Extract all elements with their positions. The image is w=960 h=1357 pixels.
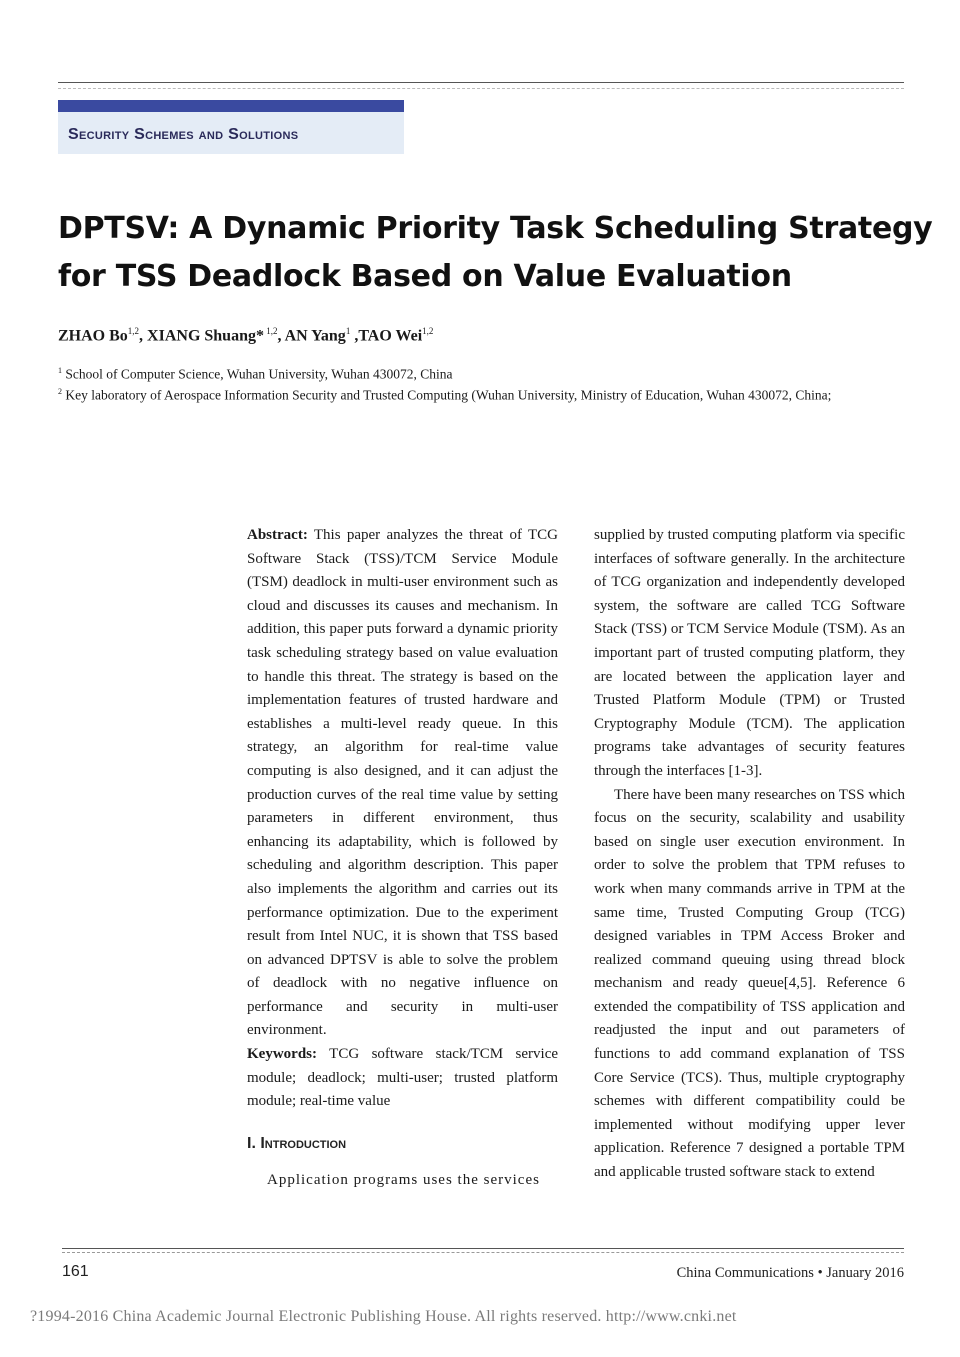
intro-paragraph-2: There have been many researches on TSS which focus on the security, scalability and usability based on single user execution environment. In order to solve the problem that TPM refuses to work when many commands arrive in TPM at the same time, Trusted Computing Group (TCG) designed variables in TPM Access Broker and realized command queuing using thread block mechanism and ready queue[4,5]. Reference 6 extended the compatibility of TSS application and readjusted the input and out parameters of functions to add command explanation of TSS Core Service (TCS). Thus, multiple cryptography schemes with different compatibility could be implemented without modifying upper lever application. Reference 7 designed a portable TPM and applicable trusted software stack to extend xyxy=(594,786,905,1181)
footer-rule xyxy=(62,1248,904,1249)
author-affil-marker: 1 xyxy=(345,326,351,336)
affiliation-text: Key laboratory of Aerospace Information Security and Trusted Computing (Wuhan University, Ministry of Education, Wuhan 430072, China; xyxy=(65,387,832,403)
footer-rule-secondary xyxy=(62,1252,904,1253)
abstract-label: Abstract: xyxy=(247,527,308,543)
affiliation-marker: 1 xyxy=(58,366,62,375)
author-name: AN Yang xyxy=(284,327,346,345)
page-number: 161 xyxy=(62,1263,89,1280)
author-affil-marker: 1,2 xyxy=(422,326,434,336)
title-line-2: for TSS Deadlock Based on Value Evaluation xyxy=(58,259,792,294)
author-affil-marker: 1,2 xyxy=(127,326,140,336)
affiliation-marker: 2 xyxy=(58,387,62,396)
intro-paragraph-1: supplied by trusted computing platform via specific interfaces of software generally. In the architecture of TCG organization and independently developed system, the software are called TCG Software Stack (TSS) or TCM Service Module (TSM). As an important part of trusted computing platform, they are located between the application layer and Trusted Platform Module (TPM) or Trusted Cryptography Module (TCM). The application programs take advantages of security features through the interfaces [1-3]. xyxy=(594,527,905,779)
keywords-label: Keywords: xyxy=(247,1046,317,1063)
section-band xyxy=(58,100,404,112)
author-list xyxy=(58,326,433,345)
header-rule xyxy=(58,82,904,83)
author-separator: , xyxy=(350,327,359,345)
intro-heading: I. Introduction xyxy=(247,1134,347,1152)
title-line-1: DPTSV: A Dynamic Priority Task Scheduling Strategy xyxy=(58,211,933,246)
author-affil-marker: 1,2 xyxy=(263,326,278,336)
author-name: ZHAO Bo xyxy=(58,327,128,345)
affiliation-text: School of Computer Science, Wuhan University, Wuhan 430072, China xyxy=(65,366,453,382)
section-label: Security Schemes and Solutions xyxy=(68,126,299,143)
abstract-text: This paper analyzes the threat of TCG Software Stack (TSS)/TCM Service Module (TSM) deadlock in multi-user environment such as cloud and discusses its causes and mechanism. In addition, this paper puts forward a dynamic priority task scheduling strategy based on value evaluation to handle this threat. The strategy is based on the implementation features of trusted hardware and establishes a multi-level ready queue. In this strategy, an algorithm for real-time value computing is also designed, and it can adjust the production curves of the real time value by setting parameters in different environment, thus enhancing its adaptability, which is followed by scheduling and algorithm description. This paper also implements the algorithm and carries out its performance optimization. Due to the experiment result from Intel NUC, it is shown that TSS based on advanced DPTSV is able to solve the problem of deadlock with no negative influence on performance and security in multi-user environment. xyxy=(247,527,559,1039)
intro-paragraph-start: Application programs uses the services xyxy=(267,1172,540,1189)
paper-title xyxy=(58,205,933,301)
affiliation-2 xyxy=(58,381,906,407)
abstract xyxy=(247,524,558,1043)
right-column xyxy=(594,524,905,1185)
journal-info: China Communications • January 2016 xyxy=(676,1265,904,1281)
keywords-text: TCG software stack/TCM service module; deadlock; multi-user; trusted platform module; real-time value xyxy=(247,1046,559,1110)
copyright-notice: ?1994-2016 China Academic Journal Electronic Publishing House. All rights reserved. http://www.cnki.net xyxy=(30,1308,737,1325)
author-separator: , xyxy=(139,327,148,345)
author-separator: , xyxy=(277,327,285,345)
left-column xyxy=(247,524,558,1193)
header-rule-secondary xyxy=(58,88,904,89)
keywords xyxy=(247,1043,558,1114)
author-name: XIANG Shuang* xyxy=(147,327,264,345)
author-name: TAO Wei xyxy=(358,327,423,345)
